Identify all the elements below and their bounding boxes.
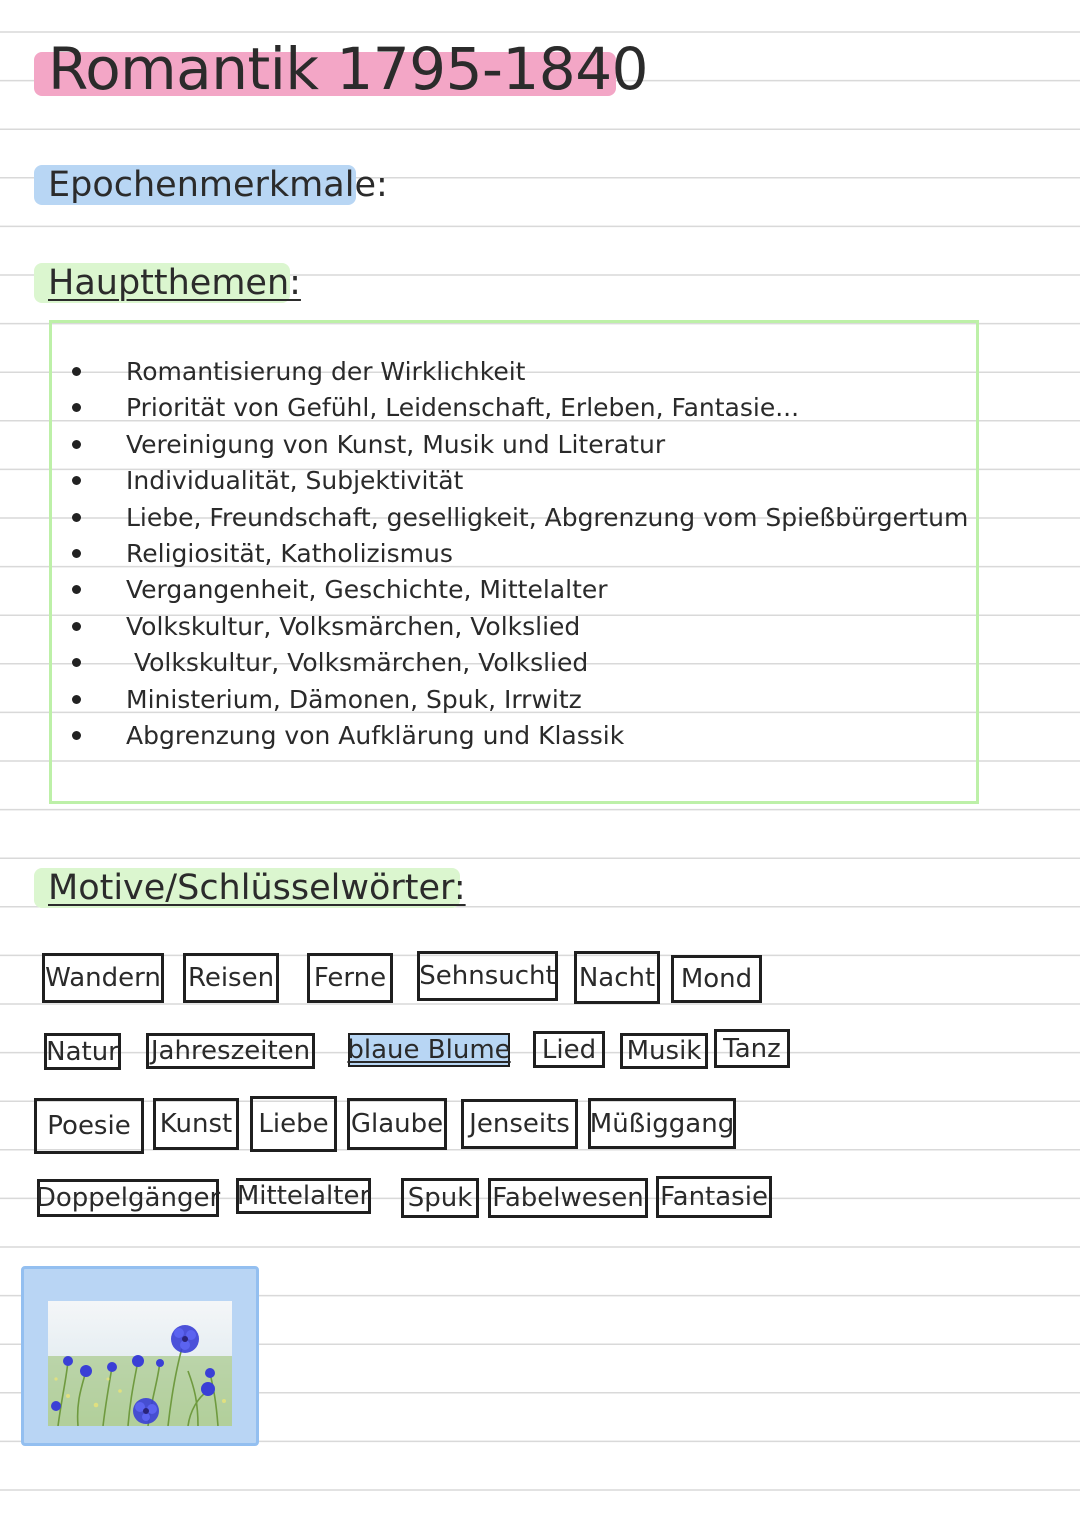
tag-ferne: Ferne [307,953,393,1003]
tag-mond: Mond [671,955,762,1003]
theme-text: Priorität von Gefühl, Leidenschaft, Erleben, Fantasie... [126,393,800,423]
tag-nacht: Nacht [574,951,660,1004]
tag-blaue-blume: blaue Blume [347,1035,511,1065]
list-item [72,463,968,499]
list-item [72,609,968,645]
bullet-icon [72,695,81,704]
bullet-icon [72,622,81,631]
tag-poesie: Poesie [34,1098,144,1154]
theme-text: Vereinigung von Kunst, Musik und Literatur [126,429,666,459]
theme-text: Romantisierung der Wirklichkeit [126,357,526,386]
bullet-icon [72,367,81,376]
list-item [72,427,968,463]
list-item [72,354,968,390]
bullet-icon [72,513,81,522]
heading-hauptthemen: Hauptthemen: [48,263,301,303]
tag-fabelwesen: Fabelwesen [488,1178,648,1218]
bullet-icon [72,585,81,594]
bullet-icon [72,403,81,412]
list-item [72,536,968,572]
bullet-icon [72,731,81,740]
bullet-icon [72,476,81,485]
themes-list [72,354,968,754]
bullet-icon [72,440,81,449]
list-item [72,572,968,608]
bullet-icon [72,658,81,667]
theme-text: Volkskultur, Volksmärchen, Volkslied [126,648,589,678]
theme-text: Ministerium, Dämonen, Spuk, Irrwitz [126,684,582,714]
tag-wandern: Wandern [42,953,164,1003]
theme-text: Vergangenheit, Geschichte, Mittelalter [126,575,608,605]
bullet-icon [72,549,81,558]
page-title: Romantik 1795-1840 [48,35,648,103]
cornflower-image [48,1301,232,1426]
tag-muessiggang: Müßiggang [588,1098,736,1149]
tag-kunst: Kunst [153,1098,239,1150]
tag-lied: Lied [533,1031,605,1068]
theme-text: Individualität, Subjektivität [126,466,464,496]
tag-musik: Musik [620,1033,708,1069]
tag-natur: Natur [44,1033,121,1070]
list-item [72,682,968,718]
theme-text: Liebe, Freundschaft, geselligkeit, Abgrenzung vom Spießbürgertum [126,502,969,532]
theme-text: Religiosität, Katholizismus [126,538,453,568]
tag-tanz: Tanz [714,1029,790,1068]
tag-jahreszeiten: Jahreszeiten [146,1033,315,1069]
tag-spuk: Spuk [401,1178,479,1218]
tag-glaube: Glaube [347,1098,447,1150]
list-item [72,390,968,426]
tag-liebe: Liebe [250,1096,337,1152]
theme-text: Volkskultur, Volksmärchen, Volkslied [126,611,581,641]
heading-epochenmerkmale: Epochenmerkmale: [48,165,388,205]
tag-sehnsucht: Sehnsucht [417,951,558,1001]
tag-reisen: Reisen [183,953,279,1003]
tag-fantasie: Fantasie [656,1176,772,1218]
tag-doppelgaenger: Doppelgänger [37,1179,219,1217]
tag-mittelalter: Mittelalter [236,1178,371,1214]
list-item [72,500,968,536]
list-item [72,645,968,681]
list-item [72,718,968,754]
theme-text: Abgrenzung von Aufklärung und Klassik [126,720,625,750]
tag-jenseits: Jenseits [461,1099,578,1149]
heading-motive: Motive/Schlüsselwörter: [48,868,466,908]
